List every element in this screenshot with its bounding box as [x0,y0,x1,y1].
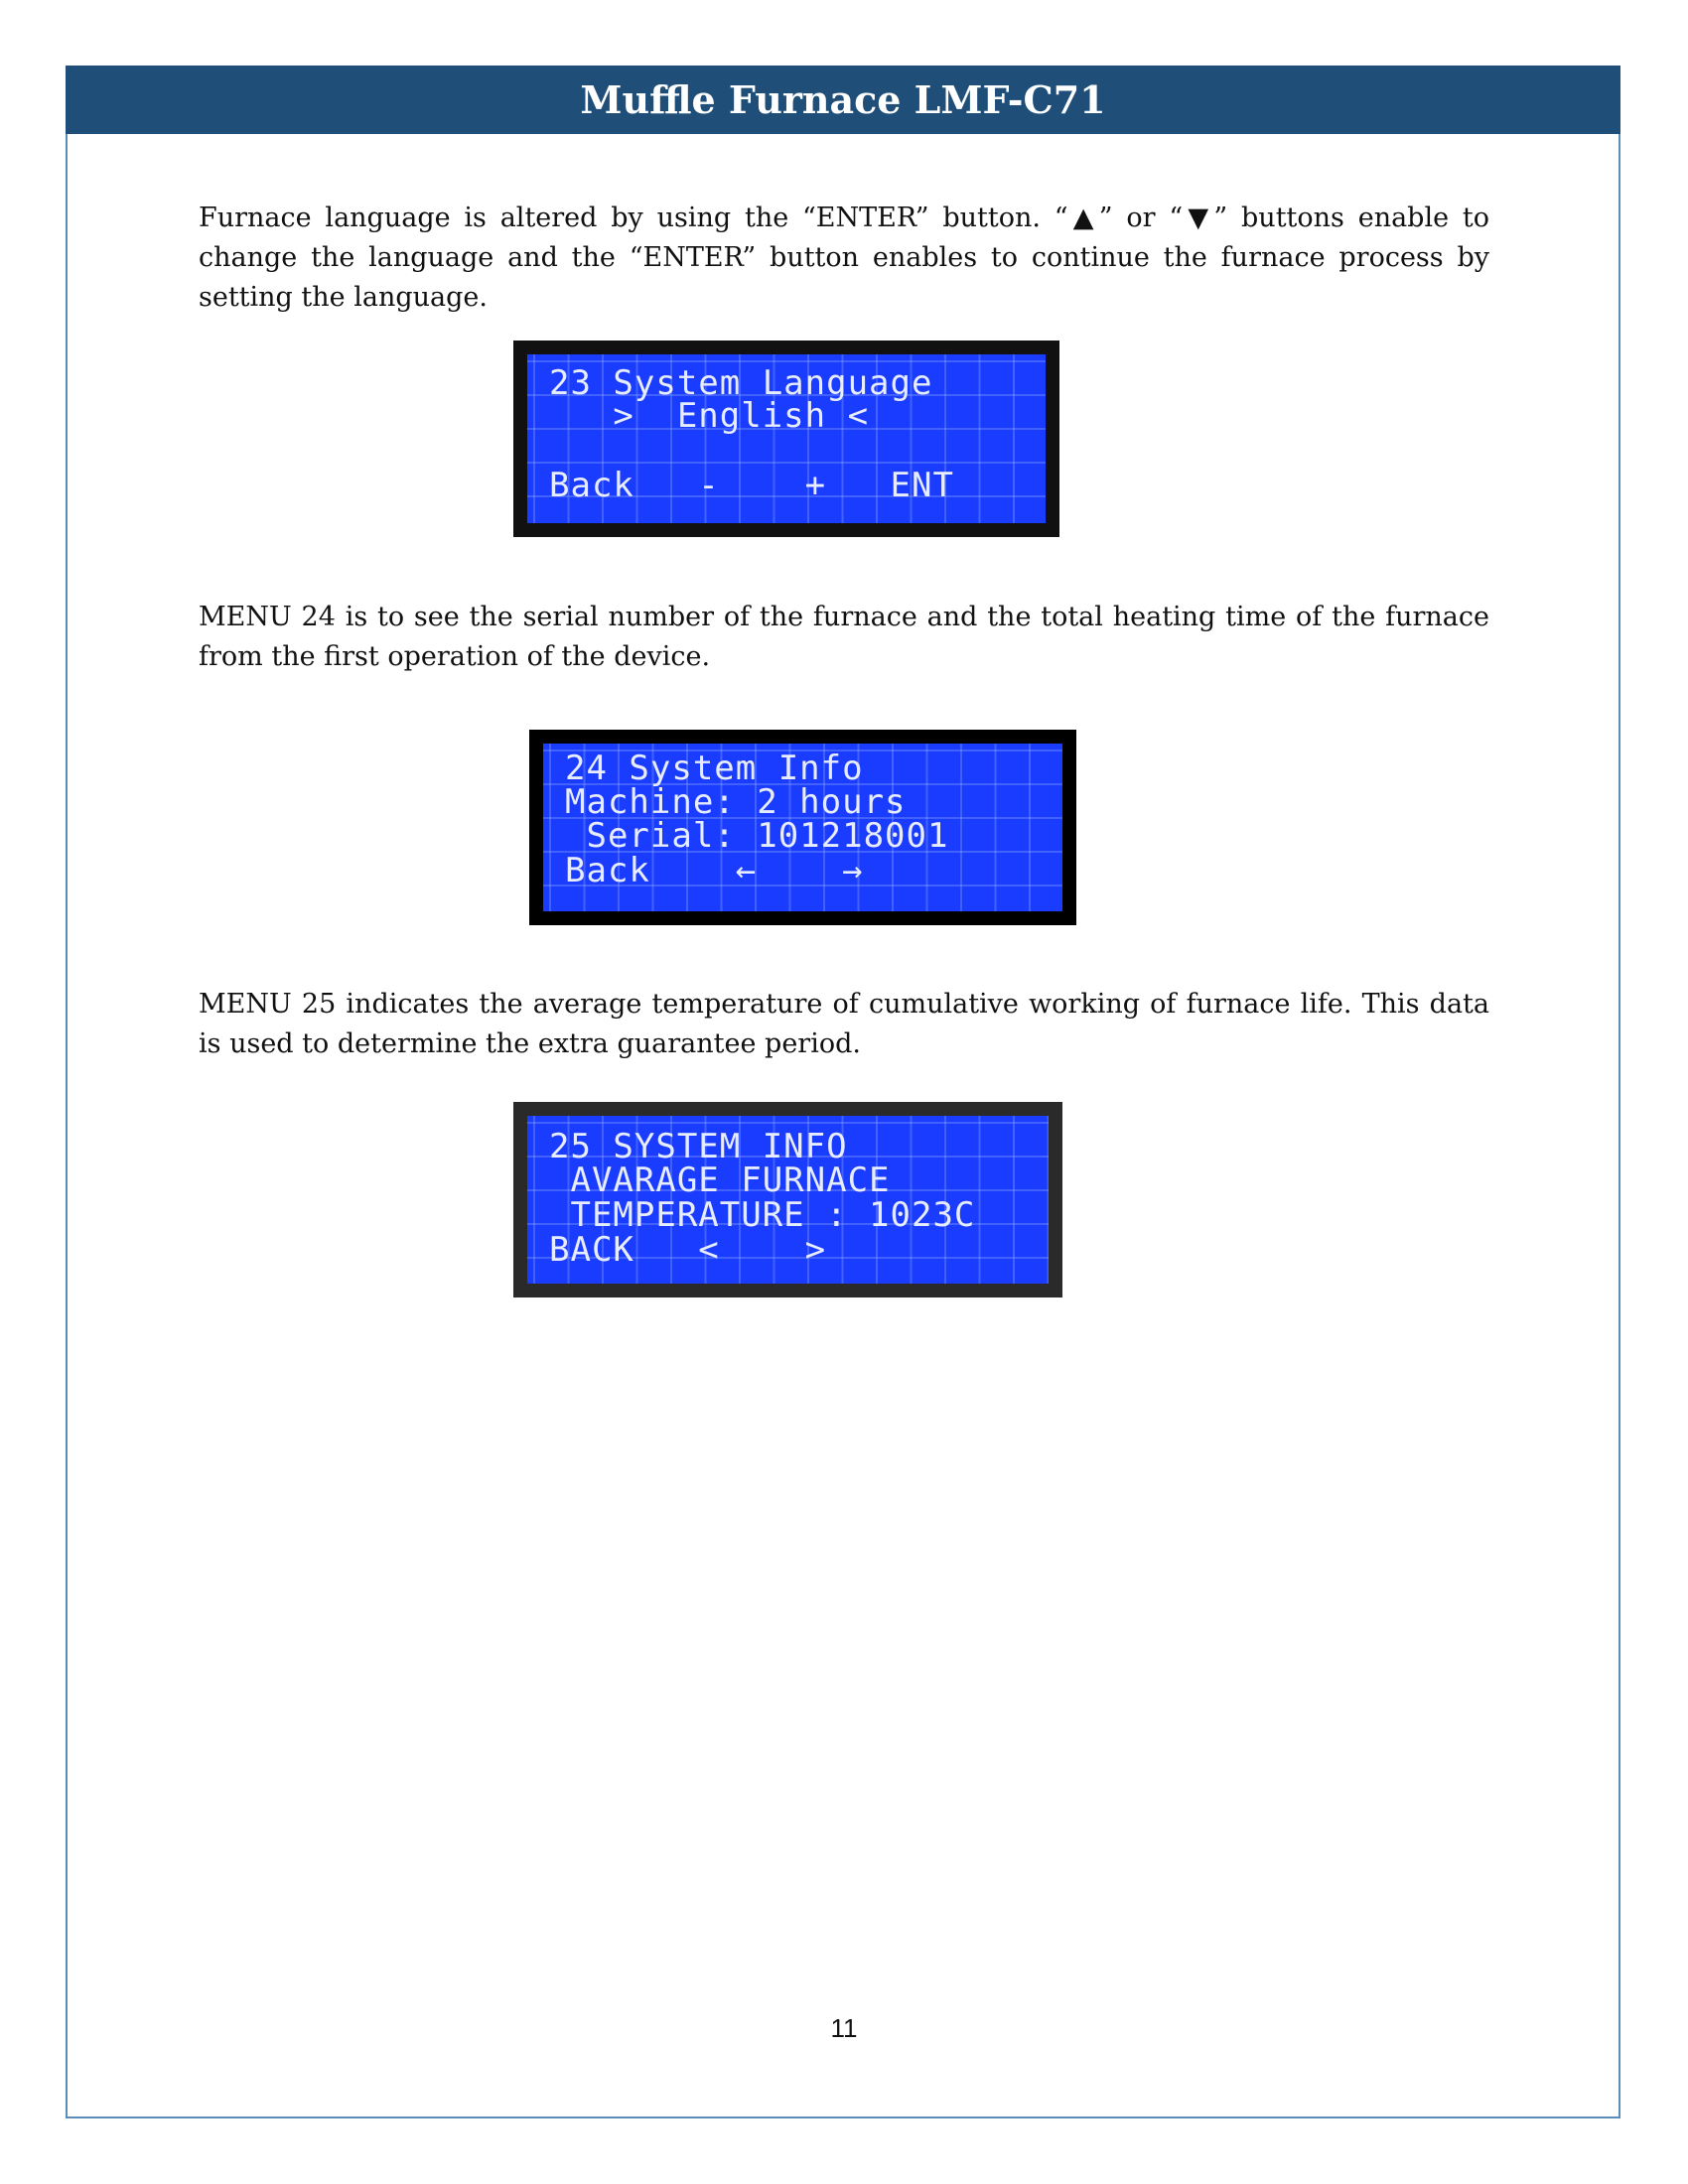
lcd-display-menu-25 [513,1102,1062,1297]
page-number: 11 [830,2013,858,2043]
lcd-line-1: 23 System Language [549,363,933,403]
lcd-line-2: Machine: 2 hours [565,782,907,822]
page-title: Muffle Furnace LMF-C71 [580,77,1106,122]
lcd-line-1: 25 SYSTEM INFO [549,1127,848,1166]
lcd-screen [543,744,1062,911]
lcd-line-4: Back ← → [565,851,864,890]
lcd-display-menu-24 [529,730,1076,925]
lcd-line-3: TEMPERATURE : 1023C [549,1195,976,1235]
paragraph-language: Furnace language is altered by using the “ENTER” button. “▲” or “▼” buttons enable to change the language and the “ENTER” button enables to continue the furnace process by setting the language. [199,203,1489,313]
lcd-screen [527,354,1046,523]
lcd-line-2: > English < [549,396,870,436]
lcd-line-3: Serial: 101218001 [565,816,949,856]
lcd-line-1: 24 System Info [565,749,864,788]
lcd-line-4: Back - + ENT [549,466,954,505]
lcd-display-menu-23 [513,341,1059,537]
lcd-screen [527,1116,1049,1284]
page-header [66,66,1620,134]
lcd-line-2: AVARAGE FURNACE [549,1160,891,1200]
lcd-line-4: BACK < > [549,1230,827,1270]
paragraph-menu-24: MENU 24 is to see the serial number of the furnace and the total heating time of the furnace from the first operation of the device. [199,602,1489,672]
paragraph-menu-25: MENU 25 indicates the average temperature of cumulative working of furnace life. This data is used to determine the extra guarantee period. [199,989,1489,1059]
